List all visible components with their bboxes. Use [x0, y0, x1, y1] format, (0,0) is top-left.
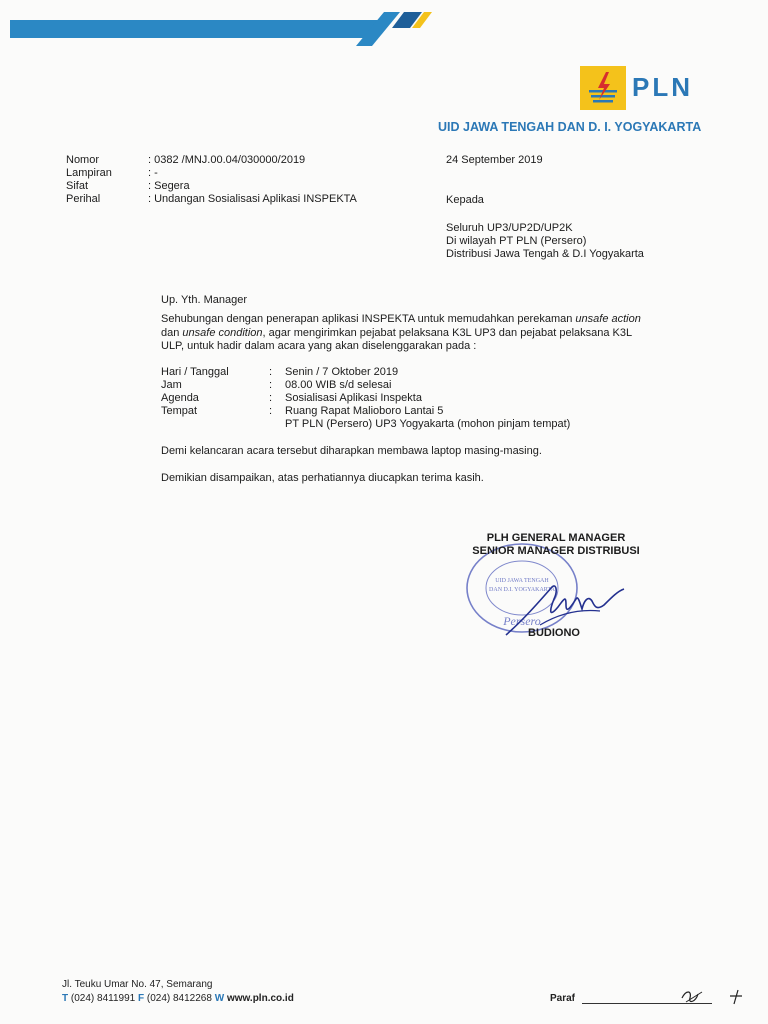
- kepada-label: Kepada: [446, 194, 484, 206]
- lightning-icon: [580, 66, 626, 110]
- intro-text: Sehubungan dengan penerapan aplikasi INSPEKTA untuk memudahkan perekaman: [161, 313, 576, 325]
- meta-label-perihal: Perihal: [66, 193, 101, 205]
- logo-text: PLN: [632, 72, 693, 102]
- signatory-title-line: SENIOR MANAGER DISTRIBUSI: [472, 545, 640, 557]
- detail-label: Agenda: [161, 392, 199, 404]
- footer-f-label: F: [137, 993, 145, 1004]
- closing-line-2: Demikian disampaikan, atas perhatiannya diucapkan terima kasih.: [161, 472, 484, 484]
- unit-title: UID JAWA TENGAH DAN D. I. YOGYAKARTA: [438, 120, 702, 134]
- header-stripe: [0, 0, 768, 60]
- signatory-title: [456, 532, 656, 558]
- recipient-block: [446, 222, 644, 261]
- letter-date: 24 September 2019: [446, 154, 543, 166]
- intro-italic: unsafe condition: [182, 326, 263, 339]
- meta-value-sifat: : Segera: [148, 180, 190, 192]
- meta-value-lampiran: : -: [148, 167, 158, 179]
- detail-value: Ruang Rapat Malioboro Lantai 5: [285, 405, 444, 417]
- paraf-initials: [676, 984, 756, 1008]
- detail-label: Tempat: [161, 405, 198, 417]
- footer-address: Jl. Teuku Umar No. 47, Semarang: [62, 979, 213, 990]
- meta-label-sifat: Sifat: [66, 180, 89, 192]
- footer-fax: (024) 8412268: [146, 993, 212, 1004]
- intro-text: , agar mengirimkan pejabat pelaksana K3L UP3 dan pejabat pelaksana K3L: [262, 326, 633, 339]
- intro-italic: unsafe action: [575, 313, 641, 325]
- intro-text: dan: [161, 326, 183, 339]
- footer-w-label: W: [214, 993, 225, 1004]
- detail-colon: :: [269, 392, 273, 404]
- paraf-label: Paraf: [550, 993, 576, 1004]
- detail-colon: :: [269, 379, 273, 391]
- detail-value: Senin / 7 Oktober 2019: [285, 366, 399, 378]
- signatory-title-line: PLH GENERAL MANAGER: [486, 532, 626, 544]
- header-stripe-main: [10, 20, 378, 38]
- footer-website: www.pln.co.id: [226, 993, 294, 1004]
- intro-text: ULP, untuk hadir dalam acara yang akan diselenggarakan pada :: [161, 340, 477, 352]
- recipient-line: Distribusi Jawa Tengah & D.I Yogyakarta: [446, 248, 644, 260]
- recipient-line: Seluruh UP3/UP2D/UP2K: [446, 222, 573, 234]
- meta-value-perihal: : Undangan Sosialisasi Aplikasi INSPEKTA: [148, 193, 357, 205]
- detail-colon: :: [269, 405, 273, 417]
- meta-value-nomor: : 0382 /MNJ.00.04/030000/2019: [148, 154, 306, 166]
- letter-meta: [66, 154, 436, 210]
- footer-phone: (024) 8411991: [70, 993, 136, 1004]
- detail-label: Hari / Tanggal: [161, 366, 229, 378]
- intro-paragraph: [161, 313, 706, 354]
- detail-value: PT PLN (Persero) UP3 Yogyakarta (mohon pinjam tempat): [285, 418, 571, 430]
- salutation: Up. Yth. Manager: [161, 294, 248, 306]
- detail-label: Jam: [161, 379, 182, 391]
- footer-t-label: T: [62, 993, 69, 1004]
- meta-label-lampiran: Lampiran: [66, 167, 112, 179]
- event-details: [161, 366, 681, 436]
- stamp-text: UID JAWA TENGAH: [495, 578, 549, 584]
- stamp-text: Persero: [503, 614, 541, 628]
- signatory-name: BUDIONO: [528, 627, 580, 639]
- stamp-text: DAN D.I. YOGYAKARTA: [489, 587, 555, 593]
- detail-value: 08.00 WIB s/d selesai: [285, 379, 392, 391]
- closing-line-1: Demi kelancaran acara tersebut diharapkan membawa laptop masing-masing.: [161, 445, 542, 457]
- detail-value: Sosialisasi Aplikasi Inspekta: [285, 392, 422, 404]
- meta-label-nomor: Nomor: [66, 154, 100, 166]
- footer-contacts: [62, 992, 294, 1006]
- pln-logo-icon: [580, 66, 626, 110]
- recipient-line: Di wilayah PT PLN (Persero): [446, 235, 587, 247]
- detail-colon: :: [269, 366, 273, 378]
